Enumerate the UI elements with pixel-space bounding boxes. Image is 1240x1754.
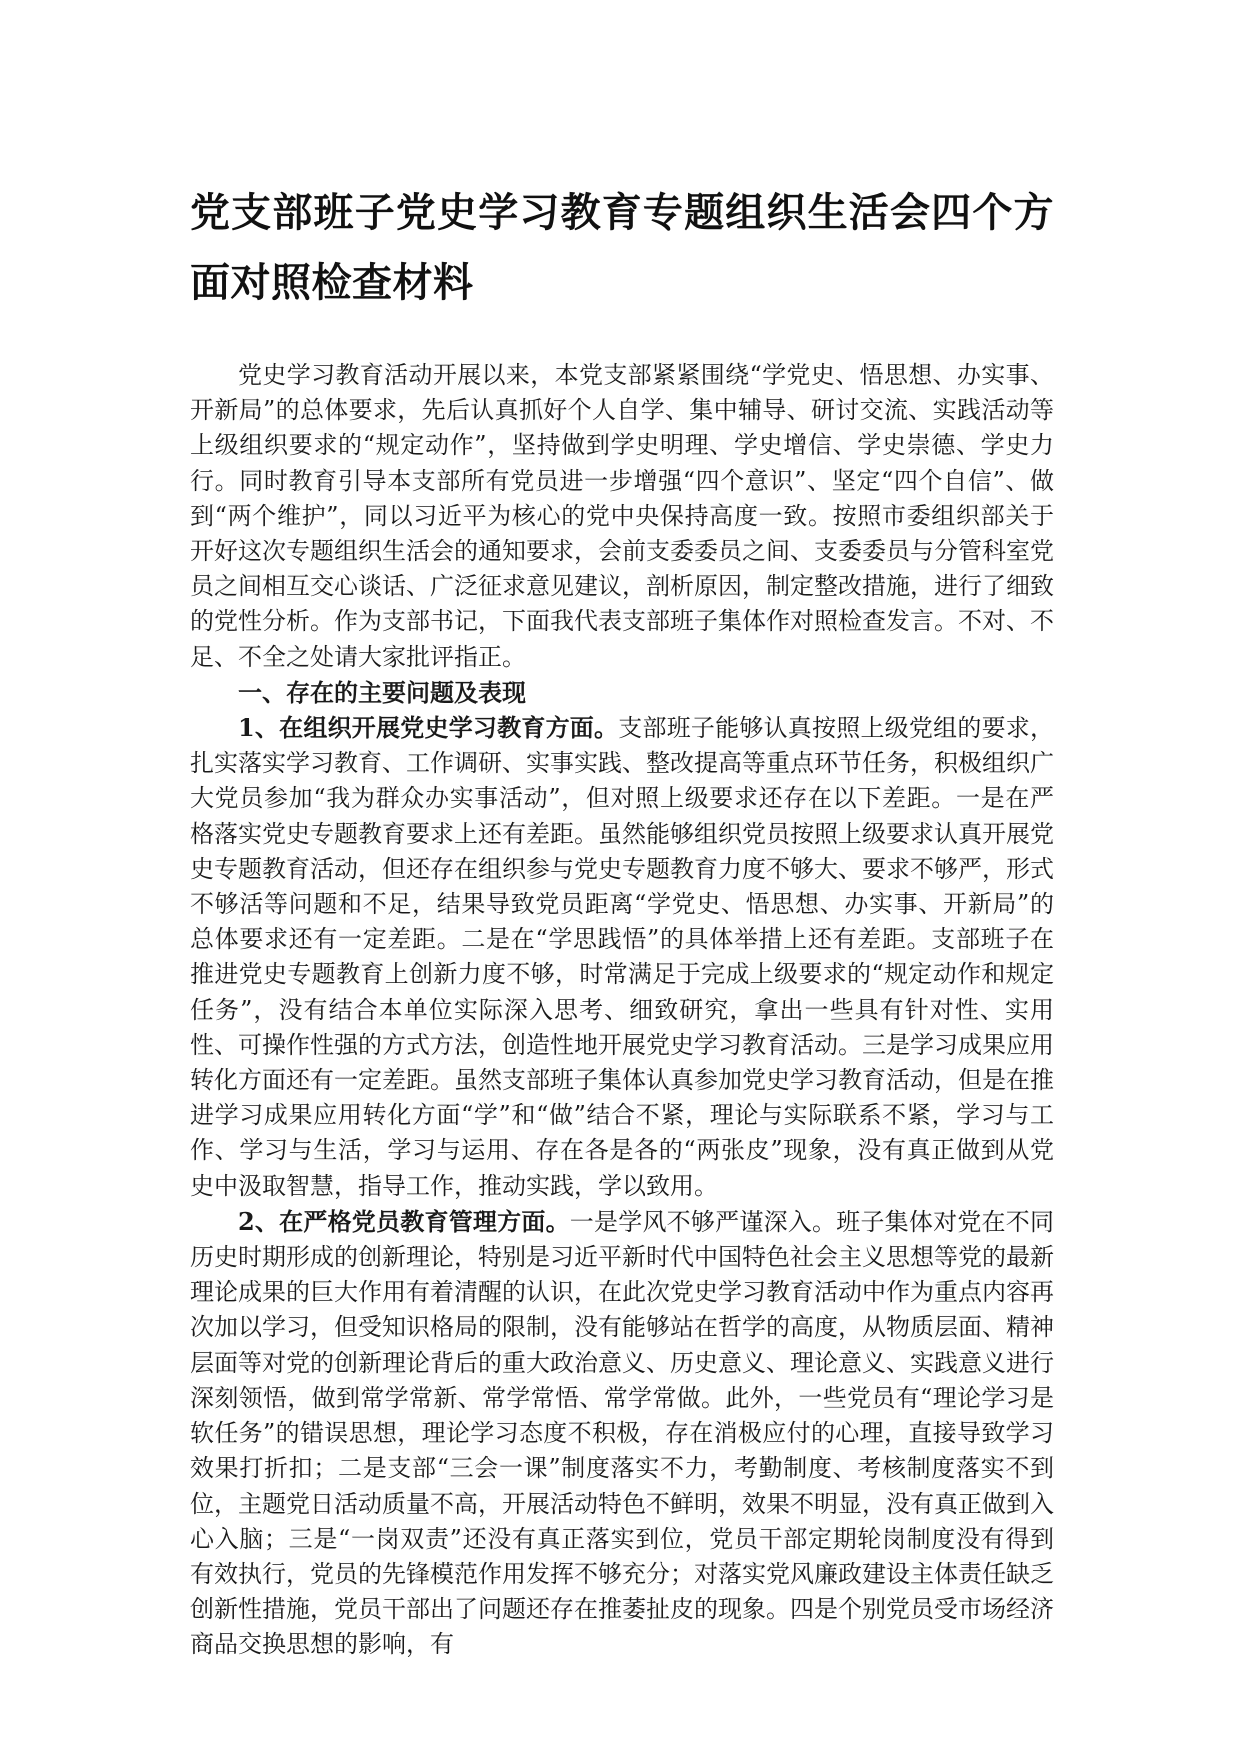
item-1-lead: 1、在组织开展党史学习教育方面。 bbox=[238, 713, 619, 743]
item-1-paragraph bbox=[190, 710, 1054, 1204]
item-2-paragraph bbox=[190, 1204, 1054, 1663]
item-2-lead: 2、在严格党员教育管理方面。 bbox=[238, 1206, 570, 1236]
document-title: 党支部班子党史学习教育专题组织生活会四个方面对照检查材料 bbox=[190, 190, 1054, 306]
section-heading: 一、存在的主要问题及表现 bbox=[238, 677, 526, 707]
intro-paragraph: 党史学习教育活动开展以来，本党支部紧紧围绕“学党史、悟思想、办实事、开新局”的总体要求，先后认真抓好个人自学、集中辅导、研讨交流、实践活动等上级组织要求的“规定动作”，坚持做到学史明理、学史增信、学史崇德、学史力行。同时教育引导本支部所有党员进一步增强“四个意识”、坚定“四个自信”、做到“两个维护”，同以习近平为核心的党中央保持高度一致。按照市委组织部关于开好这次专题组织生活会的通知要求，会前支委委员之间、支委委员与分管科室党员之间相互交心谈话、广泛征求意见建议，剖析原因，制定整改措施，进行了细致的党性分析。作为支部书记，下面我代表支部班子集体作对照检查发言。不对、不足、不全之处请大家批评指正。 bbox=[190, 361, 1054, 671]
document-body bbox=[190, 178, 1054, 1663]
item-2-body: 一是学风不够严谨深入。班子集体对党在不同历史时期形成的创新理论，特别是习近平新时代中国特色社会主义思想等党的最新理论成果的巨大作用有着清醒的认识，在此次党史学习教育活动中作为重点内容再次加以学习，但受知识格局的限制，没有能够站在哲学的高度，从物质层面、精神层面等对党的创新理论背后的重大政治意义、历史意义、理论意义、实践意义进行深刻领悟，做到常学常新、常学常悟、常学常做。此外，一些党员有“理论学习是软任务”的错误思想，理论学习态度不积极，存在消极应付的心理，直接导致学习效果打折扣；二是支部“三会一课”制度落实不力，考勤制度、考核制度落实不到位，主题党日活动质量不高，开展活动特色不鲜明，效果不明显，没有真正做到入心入脑；三是“一岗双责”还没有真正落实到位，党员干部定期轮岗制度没有得到有效执行，党员的先锋模范作用发挥不够充分；对落实党风廉政建设主体责任缺乏创新性措施，党员干部出了问题还存在推萎扯皮的现象。四是个别党员受市场经济商品交换思想的影响，有 bbox=[190, 1207, 1054, 1659]
item-1-body: 支部班子能够认真按照上级党组的要求，扎实落实学习教育、工作调研、实事实践、整改提高等重点环节任务，积极组织广大党员参加“我为群众办实事活动”，但对照上级要求还存在以下差距。一是在严格落实党史专题教育要求上还有差距。虽然能够组织党员按照上级要求认真开展党史专题教育活动，但还存在组织参与党史专题教育力度不够大、要求不够严，形式不够活等问题和不足，结果导致党员距离“学党史、悟思想、办实事、开新局”的总体要求还有一定差距。二是在“学思践悟”的具体举措上还有差距。支部班子在推进党史专题教育上创新力度不够，时常满足于完成上级要求的“规定动作和规定任务”，没有结合本单位实际深入思考、细致研究，拿出一些具有针对性、实用性、可操作性强的方式方法，创造性地开展党史学习教育活动。三是学习成果应用转化方面还有一定差距。虽然支部班子集体认真参加党史学习教育活动，但是在推进学习成果应用转化方面“学”和“做”结合不紧，理论与实际联系不紧，学习与工作、学习与生活，学习与运用、存在各是各的“两张皮”现象，没有真正做到从党史中汲取智慧，指导工作，推动实践，学以致用。 bbox=[190, 714, 1055, 1200]
